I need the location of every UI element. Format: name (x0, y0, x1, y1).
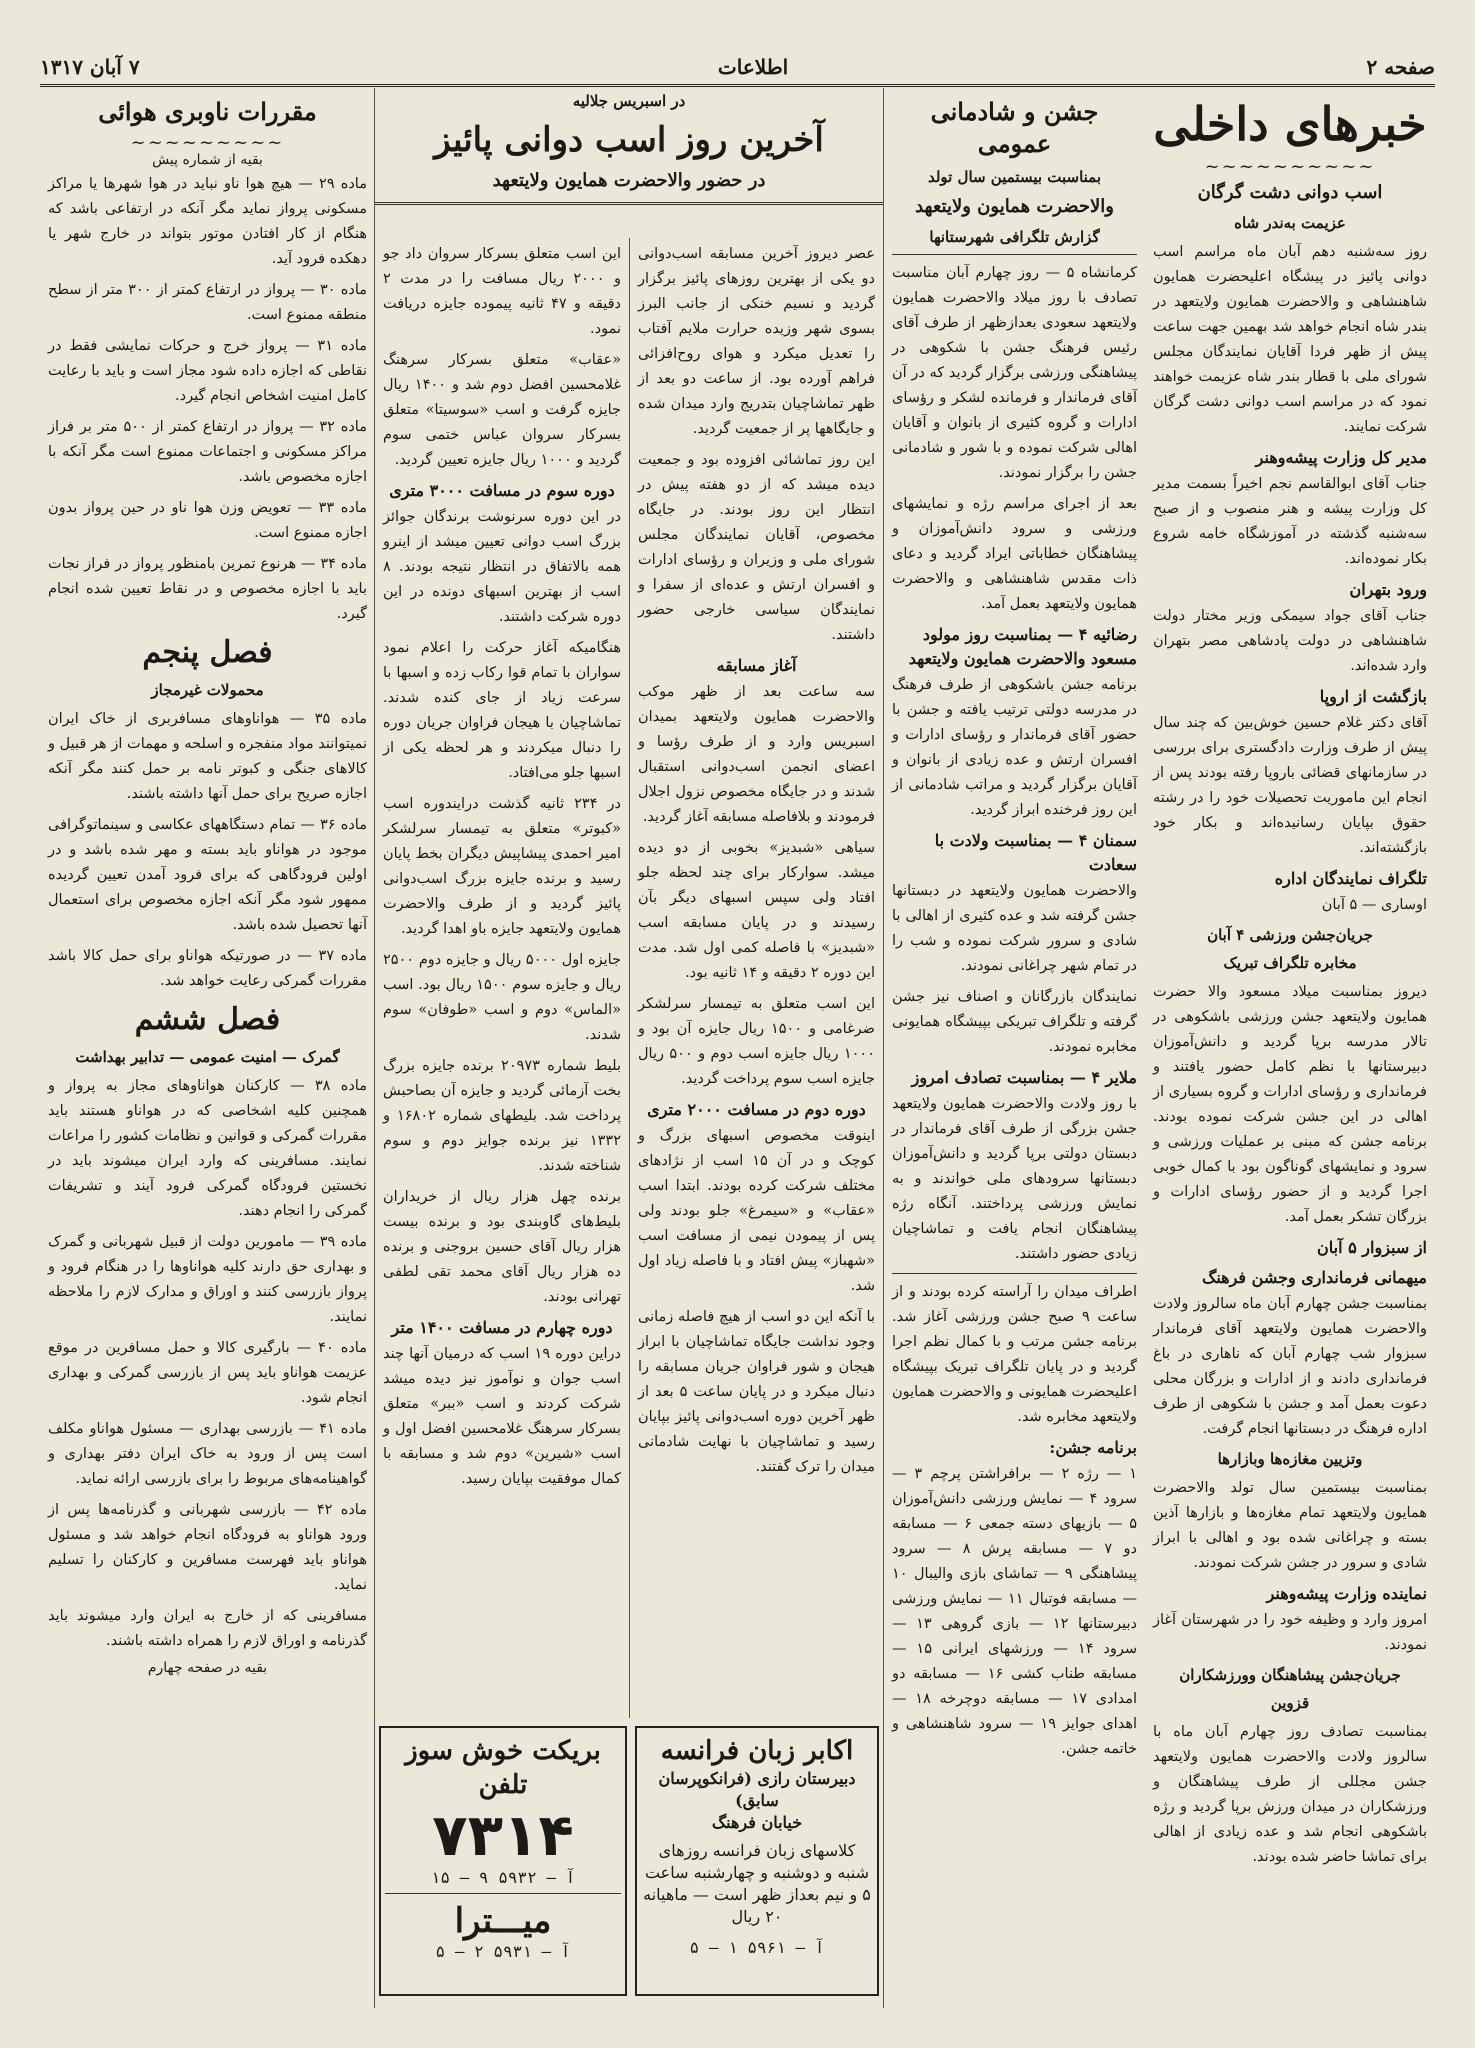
headline: ورود بتهران (1349, 580, 1427, 599)
headline: از سبزوار ۵ آبان (1317, 1238, 1427, 1257)
headline: نماینده وزارت پیشه‌وهنر (1266, 1584, 1427, 1603)
subheadline: مخابره تلگراف تبریک (1223, 954, 1357, 972)
headline: آغاز مسابقه (716, 656, 797, 675)
divider (385, 1893, 621, 1894)
article-text: ماده ۳۰ — پرواز در ارتفاع کمتر از ۳۰۰ متر از سطح منطقه ممنوع است. (48, 282, 367, 323)
headline: مقررات ناوبری هوائی (98, 97, 317, 126)
article-text: بلیط شماره ۲۰۹۷۳ برنده جایزه بزرگ بخت آزمائی گردید و جایزه آن بصاحبش پرداخت شد. بلیطهای شماره ۱۶۸۰۲ و ۱۳۳۲ نیز برنده جوایز دوم و سوم شناخته شدند. (383, 1058, 622, 1174)
subheadline: قزوین (1270, 1694, 1310, 1712)
headline: جریان‌جشن ورزشی ۴ آبان (1207, 926, 1373, 944)
ad-code: آ — ۵۹۳۲ ۹ — ۱۵ (430, 1868, 576, 1887)
article-text: اینوقت مخصوص اسبهای بزرگ و کوچک و در آن ۱۵ اسب از نژادهای مختلف شرکت کرده بودند. ابتدا اسب «عقاب» و «سیمرغ» جلو بودند ولی پس از پیمودن نیمی از مسافت اسب «شهباز» پیش افتاد و با فاصله زیاد اول شد. (638, 1128, 875, 1294)
article-text: ۱ — رژه ۲ — برافراشتن پرچم ۳ — سرود ۴ — نمایش ورزشی دانش‌آموزان ۵ — بازیهای دسته جمعی ۶ — مسابقه دو ۷ — مسابقه پرش ۸ — سرود پیشاهنگی ۹ — تماشای بازی والیبال ۱۰ — مسابقه فوتبال ۱۱ — نمایش ورزشی دبیرستانها ۱۲ — بازی گروهی ۱۳ — سرود ۱۴ — ورزشهای ایرانی ۱۵ — مسابقه طناب کشی ۱۶ — مسابقه دو امدادی ۱۷ — مسابقه دوچرخه ۱۸ — اهدای جوایز ۱۹ — سرود شاهنشاهی و خاتمه جشن. (892, 1466, 1138, 1757)
article-text: «عقاب» متعلق بسرکار سرهنگ غلامحسین افضل دوم شد و ۱۴۰۰ ریال جایزه گرفت و اسب «سوسیتا» متعلق بسرکار سروان عباس ختمی سوم گردید و ۱۰۰۰ ریال جایزه تعیین گردید. (383, 352, 621, 468)
chapter-subtitle: محمولات غیرمجاز (151, 681, 264, 699)
subheadline: در حضور والاحضرت همایون ولایتعهد (492, 170, 766, 191)
article-text: دیروز بمناسبت میلاد مسعود والا حضرت همایون ولایتعهد جشن ورزشی باشکوهی در تالار مدرسه برپا گردید و دانش‌آموزان دبیرستانها با نظم کامل حضور یافتند و فرمانداری و رؤسای ادارات و گروه بسیاری از اهالی در این جشن شرکت نموده بودند. برنامه جشن که مبنی بر عملیات ورزشی و سرود و نمایشهای گوناگون بود با کمال خوبی اجرا گردید و از حضور رؤسای ادارات و بزرگان تشکر بعمل آمد. (1153, 984, 1427, 1225)
headline: تلگراف نمایندگان اداره (1274, 869, 1427, 888)
article-text: بعد از اجرای مراسم رژه و نمایشهای ورزشی و سرود دانش‌آموزان و پیشاهنگان خطاباتی ایراد گردید و دعای ذات مقدس شاهنشاهی و والاحضرت همایون ولایتعهد بعمل آمد. (892, 496, 1137, 612)
article-text: هنگامیکه آغاز حرکت را اعلام نمود سواران با تمام قوا رکاب زده و اسبها با سرعت زیاد از جای کنده شدند. تماشاچیان با هیجان فراوان جریان دوره را دنبال میکردند و هر لحظه یکی از اسبها جلو می‌افتاد. (383, 640, 621, 781)
article-text: روز سه‌شنبه دهم آبان ماه مراسم اسب دوانی پائیز در پیشگاه اعلیحضرت همایون شاهنشاهی و والاحضرت همایون ولایتعهد در بندر شاه انجام خواهد شد بهمین جهت ساعت پیش از ظهر فردا آقایان نمایندگان مجلس شورای ملی با قطار بندر شاه عزیمت خواهند نمود که در مراسم اسب دوانی دشت گرگان شرکت نمایند. (1153, 244, 1427, 435)
headline: آخرین روز اسب دوانی پائیز (434, 120, 824, 160)
article-text: ماده ۳۴ — هرنوع تمرین بامنظور پرواز در فراز نجات باید با اجازه مخصوص و در نقاط تعیین شده انجام گیرد. (48, 556, 367, 622)
horse-race-article (374, 88, 883, 2008)
ad-phone-label: تلفن (478, 1770, 528, 1800)
ad-line: دبیرستان رازی (فرانکوپرسان سابق) (658, 1769, 856, 1810)
article-text: بمناسبت جشن چهارم آبان ماه سالروز ولادت والاحضرت همایون ولایتعهد آقای فرماندار سبزوار شب چهارم آبان که ناهاری در باغ فرمانداری دادند و از ادارات و بزرگان محلی دعوت بعمل آمد و جشن با شکوهی از طرف اداره فرهنگ در دبستانها انجام گرفت. (1153, 1296, 1427, 1437)
ad-brand: میـــترا (454, 1901, 552, 1941)
article-text: ماده ۲۹ — هیچ هوا ناو نباید در هوا شهرها یا مراکز مسکونی پرواز نماید مگر آنکه در ارتفاعی باشد که هنگام از کار افتادن موتور بتواند در خارج شهر یا دهکده فرود آید. (48, 176, 367, 267)
headline: جشن و شادمانی عمومی (930, 97, 1099, 158)
chapter-title: فصل ششم (134, 1002, 281, 1037)
article-text: برنامه جشن باشکوهی از طرف فرهنگ در مدرسه دولتی ترتیب یافته و جشن با حضور آقای فرماندار و رؤسای ادارات و افسران ارتش و عده زیادی از بانوان و آقایان برگزار گردید و مراتب شادمانی از این روز فرخنده ابراز گردید. (892, 677, 1137, 818)
article-text: جایزه اول ۵۰۰۰ ریال و جایزه دوم ۲۵۰۰ ریال و جایزه سوم ۱۵۰۰ ریال بود. اسب «الماس» دوم و اسب «طوفان» سوم شدند. (383, 952, 622, 1043)
article-text: دراین دوره ۱۹ اسب که درمیان آنها چند اسب جوان و نوآموز نیز دیده میشد شرکت کردند و اسب «ببر» متعلق بسرکار سرهنگ غلامحسین افضل اول و اسب «شیرین» دوم شد و مسابقه با کمال موفقیت بپایان رسید. (383, 1346, 621, 1487)
dateline: اوساری — ۵ آبان (1321, 897, 1427, 913)
paper-name: اطلاعات (717, 55, 789, 79)
article-text: والاحضرت همایون ولایتعهد در دبستانها جشن گرفته شد و عده کثیری از اهالی با شادی و سرور شرکت نموده و شب را در تمام شهر چراغانی نمودند. (892, 883, 1137, 974)
column-air-regulations (40, 88, 375, 2008)
article-text: سه ساعت بعد از ظهر موکب والاحضرت همایون ولایتعهد بمیدان اسبریس وارد و از طرف رؤسا و اعضای انجمن اسب‌دوانی استقبال شدند و در جایگاه مخصوص نزول اجلال فرمودند و بلافاصله مسابقه آغاز گردید. (638, 684, 875, 825)
headline: سمنان ۴ — بمناسبت ولادت با سعادت (934, 831, 1137, 874)
headline: برنامه جشن: (1049, 1438, 1137, 1457)
article-text: با روز ولادت والاحضرت همایون ولایتعهد جشن بزرگی از طرف آقای فرماندار در دبستان دولتی برپا گردید و دانش‌آموزان دبستانها سرودهای ملی خواندند و به نمایش ورزشی پرداختند. آنگاه رژه پیشاهنگان انجام یافت و تماشاچیان زیادی حضور داشتند. (892, 1096, 1137, 1262)
article-text: با آنکه این دو اسب از هیچ فاصله زمانی وجود نداشت جایگاه تماشاچیان با ابراز هیجان و شور فراوان جریان مسابقه را دنبال میکرد و در پایان ساعت ۵ بعد از ظهر آخرین دوره اسب‌دوانی پائیز بپایان رسید و تماشاچیان با نهایت شادمانی میدان را ترک گفتند. (638, 1309, 875, 1475)
chapter-title: فصل پنجم (142, 635, 273, 670)
ad-code: آ — ۵۹۶۱ ۱ — ۵ (689, 1938, 825, 1957)
page-number: صفحه ۲ (1366, 55, 1435, 79)
divider (892, 1273, 1137, 1274)
article-text: این روز تماشائی افزوده بود و جمعیت دیده میشد که از دو هفته پیش در انتظار این روز بودند. در جایگاه مخصوص، آقایان نمایندگان مجلس شورای ملی و وزیران و رؤسای ادارات و افسران ارتش و عده‌ای از سفرا و نمایندگان سیاسی خارجی حضور داشتند. (638, 452, 875, 643)
article-text: ماده ۳۱ — پرواز خرج و حرکات نمایشی فقط در نقاطی که اجازه داده شود مجاز است و باید با رعایت کامل امنیت اشخاص انجام گیرد. (48, 338, 367, 404)
masthead (40, 50, 1435, 87)
article-text: سیاهی «شبدیز» بخوبی از دو دیده میشد. سوارکار برای چند لحظه جلو افتاد ولی سپس اسبهای دیگر بآن رسیدند و در پایان مسابقه اسب «شبدیز» با فاصله کمی اول شد. مدت این دوره ۲ دقیقه و ۱۴ ثانیه بود. (638, 840, 875, 981)
column-domestic-news (1145, 88, 1435, 2008)
article-text: بمناسبت تصادف روز چهارم آبان ماه با سالروز ولادت والاحضرت همایون ولایتعهد جشن مجللی از طرف پیشاهنگان و ورزشکاران در میدان ورزش برپا گردید و رژه باشکوهی انجام شد و عده زیادی از اهالی برای تماشا حاضر شده بودند. (1153, 1724, 1427, 1865)
article-text: ماده ۳۶ — تمام دستگاههای عکاسی و سینماتوگرافی موجود در هواناو باید بسته و مهر شده باشد و در اولین فرودگاهی که برای فرود آمدن تعیین گردیده ممهور شود مگر آنکه اجازه مخصوص برای استعمال آنها تحصیل شده باشد. (48, 817, 367, 933)
continuation-note: بقیه در صفحه چهارم (147, 1660, 268, 1676)
divider (375, 202, 883, 205)
chapter-subtitle: گمرک — امنیت عمومی — تدابیر بهداشت (75, 1048, 340, 1066)
section-title: خبرهای داخلی (1153, 97, 1427, 151)
ad-phone-number: ۷۳۱۴ (432, 1801, 574, 1869)
article-text: ماده ۳۸ — کارکنان هواناوهای مجاز به پرواز و همچنین کلیه اشخاصی که در هواناو هستند باید مقررات گمرکی و قوانین و نظامات کشور را مراعات نمایند. مسافرینی که وارد ایران میشوند باید در نخستین فرودگاه گمرکی فرود آیند و تشریفات گمرکی را انجام دهند. (48, 1078, 367, 1219)
article-text: بمناسبت بیستمین سال تولد والاحضرت همایون ولایتعهد تمام مغازه‌ها و بازارها آذین بسته و چراغانی شده بود و اهالی با ابراز شادی و سرور در جشن شرکت نمودند. (1153, 1480, 1427, 1571)
subheadline: والاحضرت همایون ولایتعهد (915, 196, 1114, 217)
ad-french-classes (635, 1726, 879, 1996)
article-text: آقای دکتر غلام حسین خوش‌بین که چند سال پیش از طرف وزارت دادگستری برای بررسی در سازمانهای قضائی باروپا رفته بودند پس از انجام این ماموریت تحصیلات خود را در رشته حقوق بپایان رسانیده‌اند و بکار خود بازگشته‌اند. (1153, 715, 1427, 856)
headline: بازگشت از اروپا (1319, 687, 1427, 706)
subheadline: عزیمت به‌ندر شاه (1234, 214, 1346, 232)
headline: وتزیین مغازه‌ها وبازارها (1217, 1450, 1363, 1468)
article-text: ماده ۴۰ — بارگیری کالا و حمل مسافرین در موقع عزیمت هواناو باید پس از بازرسی گمرکی و بهداری انجام شود. (48, 1340, 367, 1406)
ornament-divider: ~~~~~~~~~ (130, 132, 285, 153)
article-text: در این دوره سرنوشت برندگان جوائز بزرگ اسب دوانی تعیین میشد از اینرو همه بالاتفاق در انتظار نتیجه بودند. ۸ اسب از بهترین اسبهای دونده در این دوره شرکت داشتند. (383, 509, 621, 625)
article-text: ماده ۳۲ — پرواز در ارتفاع کمتر از ۵۰۰ متر بر فراز مراکز مسکونی و اجتماعات ممنوع است مگر آنکه با اجازه مخصوص باشد. (48, 419, 367, 485)
article-text: اطراف میدان را آراسته کرده بودند و از ساعت ۹ صبح جشن ورزشی آغاز شد. برنامه جشن مرتب و با کمال نظم اجرا گردید و در پایان تلگراف تبریک بپیشگاه اعلیحضرت همایونی و والاحضرت همایون ولایتعهد مخابره شد. (892, 1284, 1137, 1425)
headline: میهمانی فرمانداری وجشن فرهنگ (1202, 1268, 1427, 1287)
headline: رضائیه ۴ — بمناسبت روز مولود مسعود والاحضرت همایون ولایتعهد (908, 625, 1137, 668)
ad-title: اکابر زبان فرانسه (660, 1736, 854, 1766)
column-race-right (629, 238, 883, 1718)
ad-briquette (379, 1726, 627, 1996)
article-text: جناب آقای ابوالقاسم نجم اخیراً بسمت مدیر کل وزارت پیشه و هنر منصوب و از صبح سه‌شنبه گذشته در آموزشگاه خامه شروع بکار نموده‌اند. (1153, 476, 1427, 567)
article-text: در ۲۳۴ ثانیه گذشت درایندوره اسب «کبوتر» متعلق به تیمسار سرلشکر امیر احمدی پیشاپیش دیگران بخط پایان رسید و برنده جایزه بزرگ اسب‌دوانی پائیز گردید و از طرف والاحضرت همایون ولایتعهد جایزه باو اهدا گردید. (383, 796, 621, 937)
article-text: ماده ۴۱ — بازرسی بهداری — مسئول هواناو مکلف است پس از ورود به خاک ایران دفتر بهداری و گواهینامه‌های مربوط را برای بازرسی ارائه نماید. (48, 1421, 367, 1487)
ad-code: آ — ۵۹۳۱ ۲ — ۵ (435, 1942, 571, 1961)
headline: مدیر کل وزارت پیشه‌وهنر (1255, 448, 1427, 467)
ad-title: بریکت خوش سوز (405, 1736, 601, 1766)
article-text: ماده ۳۵ — هواناوهای مسافربری از خاک ایران نمیتوانند مواد منفجره و اسلحه و مهمات از هر قبیل و کالاهای جنگی و کبوتر نامه بر حمل کنند مگر آنکه اجازه صریح برای حمل آنها داشته باشند. (48, 711, 367, 802)
article-text: امروز وارد و وظیفه خود را در شهرستان آغاز نمودند. (1153, 1612, 1427, 1653)
kicker: در اسبریس جلالیه (572, 92, 686, 110)
column-race-left (375, 238, 629, 1718)
headline: اسب دوانی دشت گرگان (1197, 182, 1383, 203)
divider (892, 254, 1137, 255)
ad-line: خیابان فرهنگ (711, 1813, 803, 1832)
article-text: جناب آقای جواد سیمکی وزیر مختار دولت شاهنشاهی در دولت پادشاهی مصر بتهران وارد شده‌اند. (1153, 608, 1427, 674)
ad-line: کلاسهای زبان فرانسه روزهای شنبه و دوشنبه و چهارشنبه ساعت ۵ و نیم بعداز ظهر است — ماهیانه ۲۰ ریال (643, 1841, 871, 1926)
issue-date: ۷ آبان ۱۳۱۷ (40, 55, 140, 79)
column-celebrations (883, 88, 1145, 2008)
article-text: ماده ۳۳ — تعویض وزن هوا ناو در حین پرواز بدون اجازه ممنوع است. (48, 500, 367, 541)
article-text: ماده ۳۹ — مامورین دولت از قبیل شهربانی و گمرک و بهداری حق دارند کلیه هواناوها را در هنگام فرود و پرواز بازرسی کنند و اوراق و مدارک لازم را ملاحظه نمایند. (48, 1234, 367, 1325)
article-text: برنده چهل هزار ریال از خریداران بلیط‌های گاوبندی بود و برنده بیست هزار ریال آقای حسین بروجنی و برنده ده هزار ریال آقای محمد تقی لطفی تهرانی بودند. (383, 1189, 621, 1305)
article-text: این اسب متعلق به تیمسار سرلشکر ضرغامی و ۱۵۰۰ ریال جایزه آن بود و ۱۰۰۰ ریال جایزه اسب دوم و ۵۰۰ ریال جایزه اسب سوم پرداخت گردید. (638, 996, 876, 1087)
article-text: ماده ۳۷ — در صورتیکه هواناو برای حمل کالا باشد مقررات گمرکی رعایت خواهد شد. (48, 948, 367, 989)
article-text: این اسب متعلق بسرکار سروان داد جو و ۲۰۰۰ ریال مسافت را در مدت ۲ دقیقه و ۴۷ ثانیه پیموده جایزه دریافت نمود. (383, 246, 622, 337)
continuation-note: بقیه از شماره پیش (152, 152, 263, 168)
subheadline: گزارش تلگرافی شهرستانها (929, 228, 1100, 246)
article-text: نمایندگان بازرگانان و اصناف نیز جشن گرفته و تلگراف تبریکی بپیشگاه همایونی مخابره نمودند. (892, 989, 1137, 1055)
subheadline: بمناسبت بیستمین سال تولد (927, 168, 1102, 186)
article-text: مسافرینی که از خارج به ایران وارد میشوند باید گذرنامه و اوراق لازم را همراه داشته باشند. (48, 1608, 367, 1649)
headline: ملایر ۴ — بمناسبت تصادف امروز (911, 1068, 1137, 1087)
article-text: ماده ۴۲ — بازرسی شهربانی و گذرنامه‌ها پس از ورود هواناو به فرودگاه انجام خواهد شد و مسئول هواناو باید فهرست مسافرین و کارکنان را تسلیم نماید. (48, 1502, 367, 1593)
headline: جریان‌جشن پیشاهنگان وورزشکاران (1179, 1666, 1401, 1684)
article-text: عصر دیروز آخرین مسابقه اسب‌دوانی دو یکی از بهترین روزهای پائیز برگزار گردید و نسیم خنکی از جانب البرز بسوی شهر وزیده حرارت ملایم آفتاب را تعدیل میکرد و هوای روح‌افزائی فراهم آورده بود. از ساعت دو بعد از ظهر تماشاچیان بتدریج وارد میدان شده و جایگاهها پر از جمعیت گردید. (638, 246, 875, 437)
headline: دوره سوم در مسافت ۳۰۰۰ متری (389, 481, 615, 500)
article-text: کرمانشاه ۵ — روز چهارم آبان مناسبت تصادف با روز میلاد والاحضرت همایون ولایتعهد سعودی بعدازظهر از طرف آقای رئیس فرهنگ جشن با شکوهی در پیشاهنگی ورزشی برگزار گردید که در آن آقای فرماندار و فرمانده لشکر و رؤسای ادارات و گروه کثیری از بانوان و آقایان اهالی شرکت نموده و با شور و شادمانی جشن را برگزار نمودند. (892, 265, 1137, 481)
ornament-divider: ~~~~~~~~~~ (1204, 156, 1376, 177)
headline: دوره دوم در مسافت ۲۰۰۰ متری (647, 1100, 866, 1119)
headline: دوره چهارم در مسافت ۱۴۰۰ متر (391, 1318, 613, 1337)
